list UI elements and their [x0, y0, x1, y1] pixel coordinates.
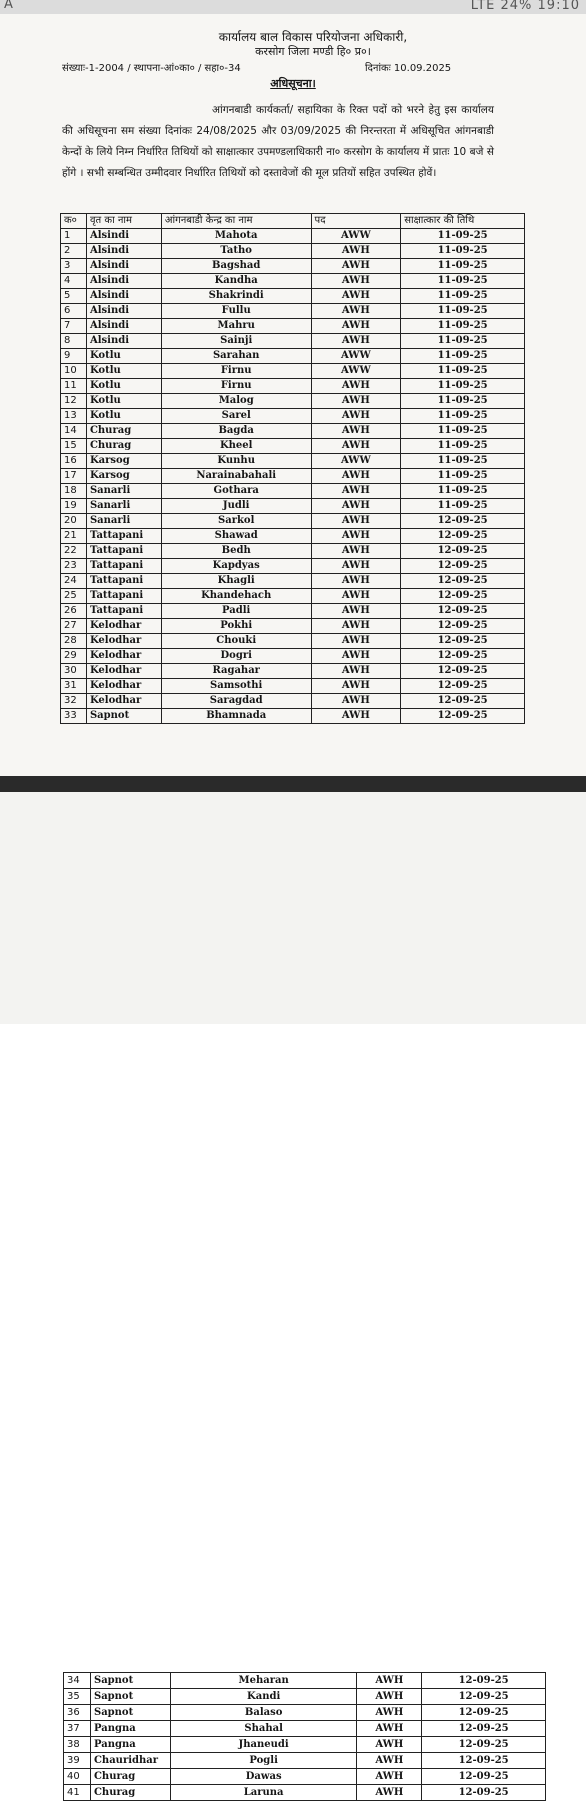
circle-cell: Kotlu — [86, 394, 161, 409]
interview-schedule-table-continued — [63, 1672, 546, 1801]
serial-cell: 14 — [61, 424, 87, 439]
centre-cell: Kunhu — [161, 454, 311, 469]
post-cell: AWH — [311, 379, 401, 394]
serial-cell: 5 — [61, 289, 87, 304]
table-row — [61, 709, 525, 724]
table-row — [61, 304, 525, 319]
table-row — [61, 469, 525, 484]
serial-cell: 39 — [64, 1753, 91, 1769]
table-row — [61, 529, 525, 544]
date-cell: 12-09-25 — [401, 604, 525, 619]
centre-cell: Narainabahali — [161, 469, 311, 484]
date-cell: 11-09-25 — [401, 304, 525, 319]
circle-cell: Alsindi — [86, 304, 161, 319]
col-interview-date: साक्षात्कार की तिथि — [401, 214, 525, 229]
serial-cell: 40 — [64, 1769, 91, 1785]
serial-cell: 37 — [64, 1721, 91, 1737]
date-cell: 12-09-25 — [401, 649, 525, 664]
table-row — [64, 1753, 546, 1769]
circle-cell: Churag — [86, 424, 161, 439]
date-cell: 11-09-25 — [401, 364, 525, 379]
serial-cell: 12 — [61, 394, 87, 409]
table-row — [61, 424, 525, 439]
post-cell: AWH — [311, 274, 401, 289]
circle-cell: Kotlu — [86, 349, 161, 364]
serial-cell: 41 — [64, 1785, 91, 1801]
table-row — [61, 229, 525, 244]
table-row — [64, 1737, 546, 1753]
table-row — [61, 349, 525, 364]
circle-cell: Kelodhar — [86, 619, 161, 634]
centre-cell: Kapdyas — [161, 559, 311, 574]
serial-cell: 20 — [61, 514, 87, 529]
post-cell: AWH — [311, 319, 401, 334]
centre-cell: Kheel — [161, 439, 311, 454]
post-cell: AWH — [311, 304, 401, 319]
centre-cell: Judli — [161, 499, 311, 514]
date-cell: 11-09-25 — [401, 499, 525, 514]
notice-date: दिनांकः 10.09.2025 — [365, 63, 452, 74]
office-location: करसोग जिला मण्डी हि० प्र०। — [255, 45, 371, 58]
circle-cell: Kotlu — [86, 364, 161, 379]
notice-title: अधिसूचना। — [270, 77, 316, 90]
centre-cell: Kandi — [170, 1689, 356, 1705]
date-cell: 11-09-25 — [401, 319, 525, 334]
interview-schedule-table — [60, 213, 525, 724]
serial-cell: 7 — [61, 319, 87, 334]
serial-cell: 4 — [61, 274, 87, 289]
post-cell: AWH — [311, 499, 401, 514]
post-cell: AWH — [311, 634, 401, 649]
col-circle: वृत का नाम — [86, 214, 161, 229]
post-cell: AWH — [311, 679, 401, 694]
circle-cell: Karsog — [86, 454, 161, 469]
date-cell: 11-09-25 — [401, 439, 525, 454]
date-cell: 12-09-25 — [422, 1689, 546, 1705]
date-cell: 11-09-25 — [401, 274, 525, 289]
date-cell: 11-09-25 — [401, 259, 525, 274]
post-cell: AWH — [357, 1721, 422, 1737]
status-right-text: LTE 24% 19:10 — [470, 0, 580, 13]
post-cell: AWH — [357, 1673, 422, 1689]
circle-cell: Alsindi — [86, 274, 161, 289]
circle-cell: Churag — [90, 1769, 170, 1785]
date-cell: 12-09-25 — [401, 679, 525, 694]
post-cell: AWH — [311, 439, 401, 454]
table-row — [61, 679, 525, 694]
post-cell: AWH — [311, 514, 401, 529]
circle-cell: Sapnot — [90, 1689, 170, 1705]
serial-cell: 27 — [61, 619, 87, 634]
serial-cell: 18 — [61, 484, 87, 499]
reference-number: संख्याः-1-2004 / स्थापना-आं०का० / सहा०-34 — [62, 63, 241, 74]
serial-cell: 35 — [64, 1689, 91, 1705]
post-cell: AWW — [311, 364, 401, 379]
date-cell: 12-09-25 — [422, 1753, 546, 1769]
table-row — [64, 1785, 546, 1801]
post-cell: AWH — [311, 559, 401, 574]
date-cell: 12-09-25 — [401, 529, 525, 544]
table-row — [61, 574, 525, 589]
table-body-continued — [64, 1673, 546, 1801]
date-cell: 11-09-25 — [401, 424, 525, 439]
table-row — [61, 619, 525, 634]
serial-cell: 3 — [61, 259, 87, 274]
table-row — [61, 514, 525, 529]
centre-cell: Bedh — [161, 544, 311, 559]
circle-cell: Karsog — [86, 469, 161, 484]
table-row — [61, 499, 525, 514]
centre-cell: Saragdad — [161, 694, 311, 709]
serial-cell: 6 — [61, 304, 87, 319]
date-cell: 12-09-25 — [401, 514, 525, 529]
date-cell: 11-09-25 — [401, 334, 525, 349]
centre-cell: Meharan — [170, 1673, 356, 1689]
centre-cell: Mahru — [161, 319, 311, 334]
centre-cell: Shahal — [170, 1721, 356, 1737]
post-cell: AWH — [357, 1737, 422, 1753]
table-row — [64, 1673, 546, 1689]
centre-cell: Sarel — [161, 409, 311, 424]
centre-cell: Samsothi — [161, 679, 311, 694]
table-row — [61, 334, 525, 349]
table-row — [61, 259, 525, 274]
post-cell: AWH — [311, 529, 401, 544]
circle-cell: Alsindi — [86, 244, 161, 259]
table-row — [61, 319, 525, 334]
serial-cell: 21 — [61, 529, 87, 544]
circle-cell: Sanarli — [86, 484, 161, 499]
serial-cell: 13 — [61, 409, 87, 424]
circle-cell: Churag — [90, 1785, 170, 1801]
post-cell: AWH — [311, 244, 401, 259]
date-cell: 12-09-25 — [422, 1785, 546, 1801]
table-row — [61, 409, 525, 424]
centre-cell: Jhaneudi — [170, 1737, 356, 1753]
circle-cell: Pangna — [90, 1737, 170, 1753]
date-cell: 12-09-25 — [401, 619, 525, 634]
serial-cell: 19 — [61, 499, 87, 514]
circle-cell: Sapnot — [90, 1673, 170, 1689]
date-cell: 11-09-25 — [401, 244, 525, 259]
centre-cell: Fullu — [161, 304, 311, 319]
serial-cell: 32 — [61, 694, 87, 709]
status-bar — [0, 0, 586, 14]
serial-cell: 38 — [64, 1737, 91, 1753]
post-cell: AWH — [357, 1705, 422, 1721]
post-cell: AWH — [311, 574, 401, 589]
serial-cell: 15 — [61, 439, 87, 454]
table-row — [61, 244, 525, 259]
table-row — [61, 544, 525, 559]
date-cell: 12-09-25 — [401, 694, 525, 709]
serial-cell: 33 — [61, 709, 87, 724]
post-cell: AWH — [311, 544, 401, 559]
circle-cell: Alsindi — [86, 229, 161, 244]
date-cell: 12-09-25 — [401, 559, 525, 574]
circle-cell: Kelodhar — [86, 664, 161, 679]
date-cell: 12-09-25 — [401, 664, 525, 679]
office-name: कार्यालय बाल विकास परियोजना अधिकारी, — [218, 30, 408, 44]
table-row — [64, 1689, 546, 1705]
centre-cell: Sarkol — [161, 514, 311, 529]
circle-cell: Churag — [86, 439, 161, 454]
post-cell: AWH — [357, 1769, 422, 1785]
serial-cell: 2 — [61, 244, 87, 259]
centre-cell: Bhamnada — [161, 709, 311, 724]
centre-cell: Padli — [161, 604, 311, 619]
post-cell: AWH — [311, 469, 401, 484]
centre-cell: Firnu — [161, 379, 311, 394]
post-cell: AWH — [311, 394, 401, 409]
circle-cell: Tattapani — [86, 529, 161, 544]
date-cell: 11-09-25 — [401, 484, 525, 499]
date-cell: 12-09-25 — [401, 544, 525, 559]
circle-cell: Tattapani — [86, 604, 161, 619]
serial-cell: 30 — [61, 664, 87, 679]
table-row — [61, 649, 525, 664]
serial-cell: 9 — [61, 349, 87, 364]
date-cell: 12-09-25 — [422, 1721, 546, 1737]
table-row — [61, 439, 525, 454]
serial-cell: 24 — [61, 574, 87, 589]
centre-cell: Ragahar — [161, 664, 311, 679]
serial-cell: 28 — [61, 634, 87, 649]
centre-cell: Mahota — [161, 229, 311, 244]
date-cell: 11-09-25 — [401, 394, 525, 409]
centre-cell: Khagli — [161, 574, 311, 589]
circle-cell: Sanarli — [86, 514, 161, 529]
centre-cell: Chouki — [161, 634, 311, 649]
date-cell: 12-09-25 — [401, 709, 525, 724]
serial-cell: 16 — [61, 454, 87, 469]
date-cell: 12-09-25 — [422, 1769, 546, 1785]
table-row — [61, 364, 525, 379]
table-row — [61, 559, 525, 574]
col-serial: क० — [61, 214, 87, 229]
post-cell: AWH — [357, 1753, 422, 1769]
centre-cell: Dawas — [170, 1769, 356, 1785]
col-post: पद — [311, 214, 401, 229]
table-row — [61, 394, 525, 409]
post-cell: AWH — [311, 289, 401, 304]
circle-cell: Pangna — [90, 1721, 170, 1737]
serial-cell: 22 — [61, 544, 87, 559]
centre-cell: Pokhi — [161, 619, 311, 634]
circle-cell: Alsindi — [86, 334, 161, 349]
table-row — [61, 589, 525, 604]
circle-cell: Tattapani — [86, 559, 161, 574]
centre-cell: Laruna — [170, 1785, 356, 1801]
date-cell: 12-09-25 — [401, 574, 525, 589]
serial-cell: 10 — [61, 364, 87, 379]
circle-cell: Kelodhar — [86, 694, 161, 709]
post-cell: AWH — [311, 259, 401, 274]
centre-cell: Shakrindi — [161, 289, 311, 304]
post-cell: AWH — [311, 709, 401, 724]
centre-cell: Khandehach — [161, 589, 311, 604]
table-body — [61, 229, 525, 724]
circle-cell: Sapnot — [90, 1705, 170, 1721]
serial-cell: 26 — [61, 604, 87, 619]
serial-cell: 31 — [61, 679, 87, 694]
circle-cell: Sanarli — [86, 499, 161, 514]
document-page-2 — [0, 792, 586, 1798]
post-cell: AWH — [357, 1785, 422, 1801]
date-cell: 12-09-25 — [422, 1673, 546, 1689]
post-cell: AWH — [311, 589, 401, 604]
circle-cell: Kelodhar — [86, 679, 161, 694]
notice-body: आंगनबाडी कार्यकर्ता/ सहायिका के रिक्त पदों को भरने हेतु इस कार्यालय की अधिसूचना सम संख्या दिनांकः 24/08/2025 और 03/09/2025 की निरन्तरता में अधिसूचित आंगनबाडी केन्दों के लिये निम्न निर्धारित तिथियों को साक्षात्कार उपमण्डलाधिकारी ना० करसोग के कार्यालय में प्रातः 10 बजे से होंगे । सभी सम्बन्धित उम्मीदवार निर्धारित तिथियों को दस्तावेजों की मूल प्रतियों सहित उपस्थित होवें। — [62, 104, 494, 179]
document-page-1 — [0, 14, 586, 776]
centre-cell: Sarahan — [161, 349, 311, 364]
centre-cell: Gothara — [161, 484, 311, 499]
serial-cell: 25 — [61, 589, 87, 604]
table-row — [61, 289, 525, 304]
centre-cell: Tatho — [161, 244, 311, 259]
date-cell: 11-09-25 — [401, 409, 525, 424]
circle-cell: Alsindi — [86, 319, 161, 334]
serial-cell: 29 — [61, 649, 87, 664]
table-row — [64, 1721, 546, 1737]
table-row — [61, 664, 525, 679]
post-cell: AWH — [311, 694, 401, 709]
table-row — [61, 484, 525, 499]
post-cell: AWH — [311, 664, 401, 679]
date-cell: 11-09-25 — [401, 469, 525, 484]
centre-cell: Malog — [161, 394, 311, 409]
post-cell: AWH — [357, 1689, 422, 1705]
table-row — [61, 454, 525, 469]
post-cell: AWH — [311, 334, 401, 349]
table-header-row — [61, 214, 525, 229]
centre-cell: Shawad — [161, 529, 311, 544]
table-row — [64, 1769, 546, 1785]
centre-cell: Balaso — [170, 1705, 356, 1721]
post-cell: AWH — [311, 484, 401, 499]
serial-cell: 34 — [64, 1673, 91, 1689]
centre-cell: Pogli — [170, 1753, 356, 1769]
table-row — [61, 379, 525, 394]
serial-cell: 17 — [61, 469, 87, 484]
table-row — [61, 274, 525, 289]
date-cell: 12-09-25 — [401, 634, 525, 649]
circle-cell: Sapnot — [86, 709, 161, 724]
date-cell: 11-09-25 — [401, 349, 525, 364]
serial-cell: 11 — [61, 379, 87, 394]
centre-cell: Kandha — [161, 274, 311, 289]
date-cell: 12-09-25 — [422, 1737, 546, 1753]
date-cell: 12-09-25 — [401, 589, 525, 604]
date-cell: 11-09-25 — [401, 229, 525, 244]
serial-cell: 1 — [61, 229, 87, 244]
circle-cell: Alsindi — [86, 259, 161, 274]
centre-cell: Bagda — [161, 424, 311, 439]
centre-cell: Sainji — [161, 334, 311, 349]
table-row — [64, 1705, 546, 1721]
status-left-text: A — [4, 0, 13, 12]
circle-cell: Tattapani — [86, 544, 161, 559]
post-cell: AWH — [311, 619, 401, 634]
circle-cell: Tattapani — [86, 589, 161, 604]
centre-cell: Bagshad — [161, 259, 311, 274]
circle-cell: Kelodhar — [86, 634, 161, 649]
post-cell: AWW — [311, 454, 401, 469]
date-cell: 11-09-25 — [401, 379, 525, 394]
table-row — [61, 634, 525, 649]
col-centre: आंगनबाडी केन्द्र का नाम — [161, 214, 311, 229]
date-cell: 11-09-25 — [401, 289, 525, 304]
serial-cell: 8 — [61, 334, 87, 349]
date-cell: 11-09-25 — [401, 454, 525, 469]
post-cell: AWW — [311, 349, 401, 364]
circle-cell: Kotlu — [86, 379, 161, 394]
post-cell: AWH — [311, 424, 401, 439]
post-cell: AWH — [311, 604, 401, 619]
table-row — [61, 604, 525, 619]
post-cell: AWH — [311, 409, 401, 424]
circle-cell: Chauridhar — [90, 1753, 170, 1769]
post-cell: AWH — [311, 649, 401, 664]
date-cell: 12-09-25 — [422, 1705, 546, 1721]
circle-cell: Alsindi — [86, 289, 161, 304]
circle-cell: Kotlu — [86, 409, 161, 424]
screenshot-divider — [0, 776, 586, 792]
table-row — [61, 694, 525, 709]
serial-cell: 23 — [61, 559, 87, 574]
serial-cell: 36 — [64, 1705, 91, 1721]
centre-cell: Dogri — [161, 649, 311, 664]
circle-cell: Tattapani — [86, 574, 161, 589]
circle-cell: Kelodhar — [86, 649, 161, 664]
centre-cell: Firnu — [161, 364, 311, 379]
post-cell: AWW — [311, 229, 401, 244]
